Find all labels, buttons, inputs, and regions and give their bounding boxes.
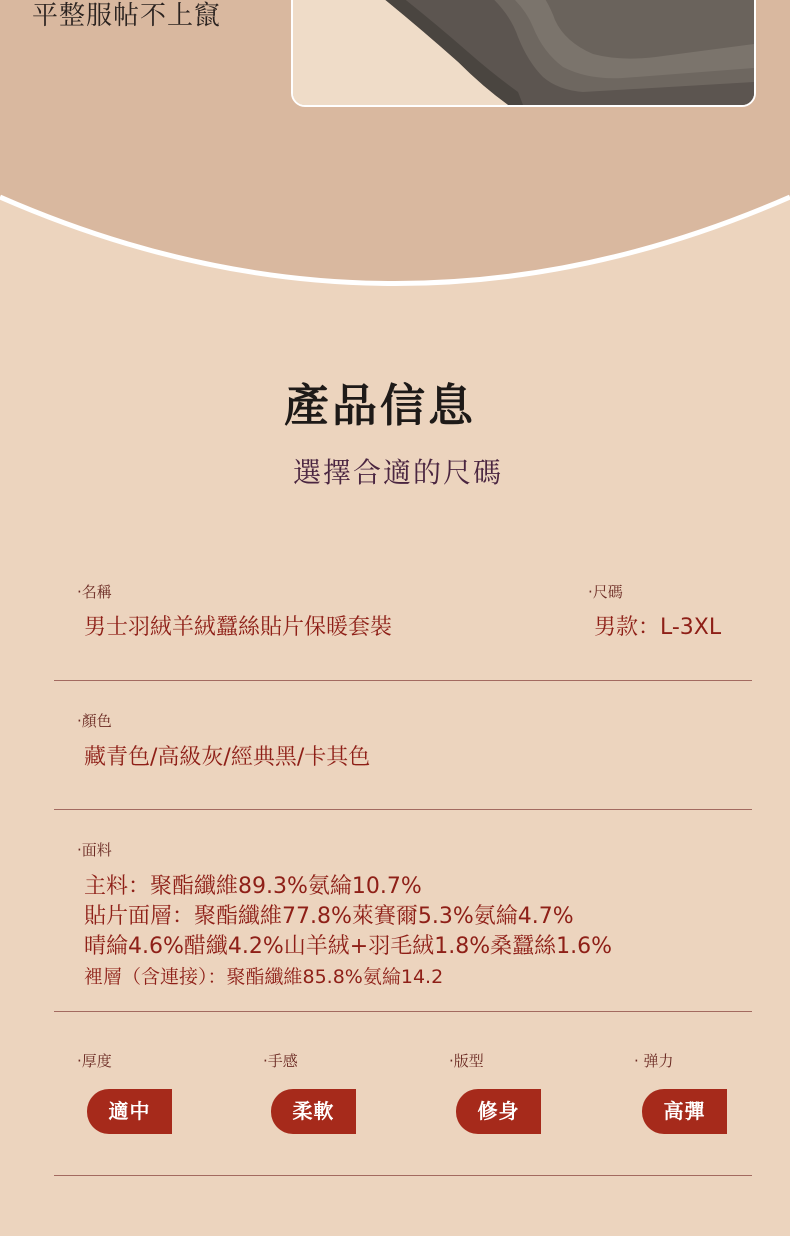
divider: [54, 809, 752, 810]
divider: [54, 1175, 752, 1176]
fit-badge: 修身: [456, 1089, 541, 1134]
size-value: 男款：L-3XL: [594, 615, 722, 640]
fabric-details: [84, 872, 612, 992]
top-banner: [0, 0, 790, 290]
feel-label: ·手感: [263, 1052, 298, 1070]
size-label: ·尺碼: [588, 583, 623, 601]
banner-caption: 平整服帖不上竄: [32, 1, 222, 31]
fabric-line: 裡層（含連接）：聚酯纖維85.8%氨綸14.2: [84, 966, 444, 988]
fabric-label: ·面料: [77, 841, 112, 859]
divider: [54, 680, 752, 681]
product-photo: [291, 0, 756, 107]
thickness-label: ·厚度: [77, 1052, 112, 1070]
page-subtitle: 選擇合適的尺碼: [292, 456, 503, 489]
divider: [54, 1011, 752, 1012]
fit-label: ·版型: [449, 1052, 484, 1070]
fabric-line: 晴綸4.6%醋纖4.2%山羊絨+羽毛絨1.8%桑蠶絲1.6%: [84, 934, 613, 959]
name-label: ·名稱: [77, 583, 112, 601]
fabric-line: 貼片面層：聚酯纖維77.8%萊賽爾5.3%氨綸4.7%: [84, 904, 574, 929]
color-value: 藏青色/高級灰/經典黑/卡其色: [84, 745, 371, 770]
page-title: 產品信息: [283, 379, 476, 432]
thickness-badge: 適中: [87, 1089, 172, 1134]
elasticity-label: · 弹力: [634, 1052, 674, 1070]
name-value: 男士羽絨羊絨蠶絲貼片保暖套裝: [84, 615, 393, 640]
feel-badge: 柔軟: [271, 1089, 356, 1134]
fabric-line: 主料：聚酯纖維89.3%氨綸10.7%: [84, 874, 422, 899]
color-label: ·顏色: [77, 712, 112, 730]
elasticity-badge: 高彈: [642, 1089, 727, 1134]
